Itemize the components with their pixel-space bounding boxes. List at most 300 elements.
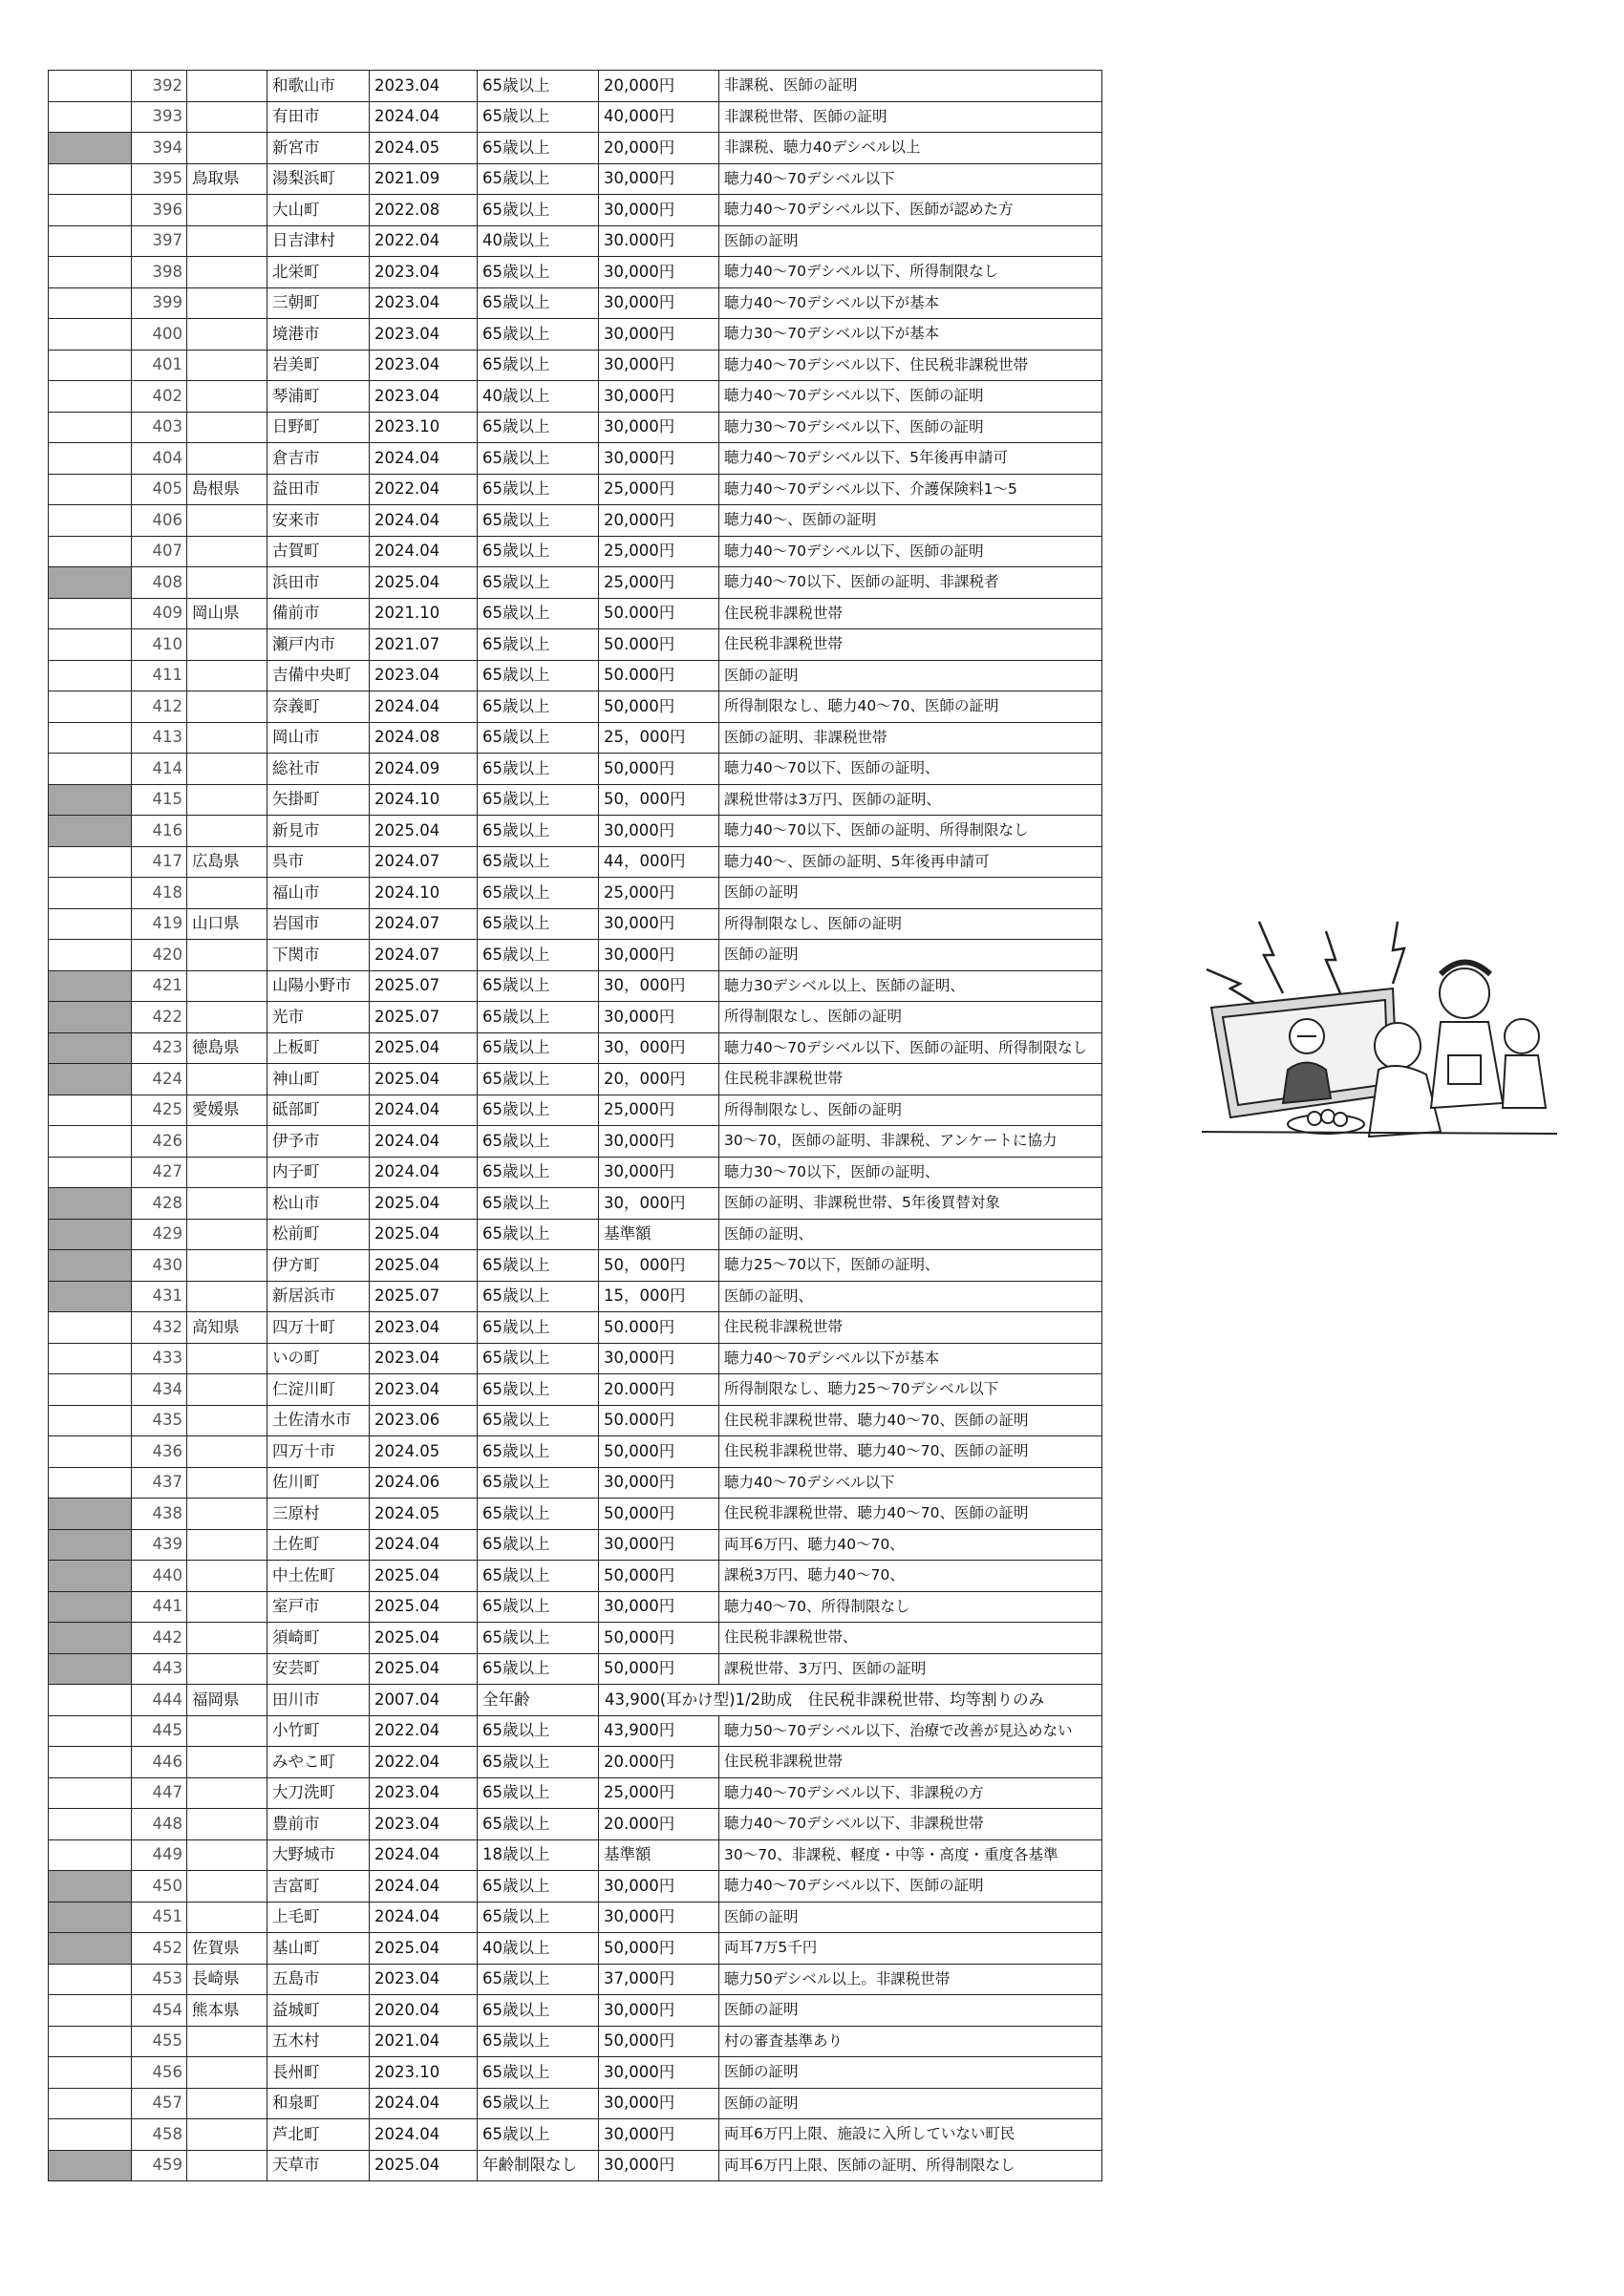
- prefecture-cell: [187, 970, 267, 1002]
- row-marker-cell: [49, 412, 132, 443]
- age-requirement-cell: 65歳以上: [478, 1250, 599, 1282]
- row-number-cell: 441: [132, 1591, 187, 1623]
- row-marker-cell: [49, 225, 132, 257]
- municipality-cell: 湯梨浜町: [267, 163, 370, 195]
- subsidy-amount-cell: 30,000円: [599, 381, 719, 413]
- start-date-cell: 2025.07: [370, 970, 478, 1002]
- prefecture-cell: 鳥取県: [187, 163, 267, 195]
- table-row: [49, 1561, 1102, 1592]
- conditions-cell: 医師の証明、: [719, 1281, 1102, 1312]
- row-marker-cell: [49, 567, 132, 599]
- conditions-cell: 住民税非課税世帯、聴力40～70、医師の証明: [719, 1405, 1102, 1436]
- subsidy-amount-cell: 50，000円: [599, 1250, 719, 1282]
- age-requirement-cell: 65歳以上: [478, 287, 599, 319]
- row-number-cell: 397: [132, 225, 187, 257]
- prefecture-cell: [187, 1219, 267, 1250]
- table-row: [49, 691, 1102, 723]
- start-date-cell: 2024.05: [370, 1436, 478, 1468]
- age-requirement-cell: 65歳以上: [478, 1126, 599, 1158]
- table-row: [49, 1405, 1102, 1436]
- row-marker-cell: [49, 908, 132, 940]
- municipality-cell: 新見市: [267, 816, 370, 847]
- table-row: [49, 2119, 1102, 2151]
- subsidy-amount-cell: 20.000円: [599, 1374, 719, 1406]
- row-number-cell: 419: [132, 908, 187, 940]
- municipality-cell: 有田市: [267, 101, 370, 133]
- table-body: [49, 71, 1102, 2181]
- age-requirement-cell: 65歳以上: [478, 2057, 599, 2089]
- municipality-cell: 日吉津村: [267, 225, 370, 257]
- table-row: [49, 1374, 1102, 1406]
- subsidy-amount-cell: 40,000円: [599, 101, 719, 133]
- row-number-cell: 398: [132, 257, 187, 288]
- subsidy-amount-cell: 30,000円: [599, 163, 719, 195]
- row-number-cell: 406: [132, 505, 187, 537]
- row-marker-cell: [49, 1809, 132, 1840]
- table-row: [49, 71, 1102, 102]
- table-row: [49, 163, 1102, 195]
- start-date-cell: 2024.06: [370, 1467, 478, 1499]
- start-date-cell: 2025.04: [370, 1219, 478, 1250]
- row-marker-cell: [49, 1436, 132, 1468]
- row-number-cell: 410: [132, 629, 187, 661]
- age-requirement-cell: 65歳以上: [478, 846, 599, 878]
- subsidy-amount-cell: 25,000円: [599, 474, 719, 505]
- table-row: [49, 970, 1102, 1002]
- prefecture-cell: [187, 195, 267, 226]
- cartoon-family-tv-illustration: [1202, 903, 1557, 1141]
- prefecture-cell: [187, 816, 267, 847]
- municipality-cell: 田川市: [267, 1685, 370, 1716]
- row-number-cell: 412: [132, 691, 187, 723]
- prefecture-cell: [187, 1499, 267, 1530]
- table-row: [49, 660, 1102, 691]
- prefecture-cell: [187, 287, 267, 319]
- municipality-cell: 大野城市: [267, 1839, 370, 1871]
- conditions-cell: 聴力40～70デシベル以下、医師の証明、所得制限なし: [719, 1032, 1102, 1064]
- table-row: [49, 1995, 1102, 2027]
- municipality-cell: 須崎町: [267, 1623, 370, 1654]
- row-number-cell: 426: [132, 1126, 187, 1158]
- start-date-cell: 2024.04: [370, 505, 478, 537]
- municipality-cell: 岡山市: [267, 722, 370, 754]
- table-row: [49, 1126, 1102, 1158]
- row-marker-cell: [49, 846, 132, 878]
- start-date-cell: 2023.04: [370, 1374, 478, 1406]
- table-row: [49, 1250, 1102, 1282]
- age-requirement-cell: 65歳以上: [478, 1405, 599, 1436]
- subsidy-amount-cell: 20,000円: [599, 133, 719, 164]
- municipality-cell: 佐川町: [267, 1467, 370, 1499]
- table-row: [49, 381, 1102, 413]
- row-number-cell: 402: [132, 381, 187, 413]
- municipality-cell: 伊予市: [267, 1126, 370, 1158]
- prefecture-cell: [187, 443, 267, 475]
- table-row: [49, 1964, 1102, 1995]
- conditions-cell: 所得制限なし、医師の証明: [719, 1095, 1102, 1126]
- conditions-cell: 住民税非課税世帯: [719, 1747, 1102, 1778]
- conditions-cell: 聴力50～70デシベル以下、治療で改善が見込めない: [719, 1715, 1102, 1747]
- subsidy-amount-cell: 30.000円: [599, 225, 719, 257]
- conditions-cell: 両耳7万5千円: [719, 1933, 1102, 1965]
- prefecture-cell: 愛媛県: [187, 1095, 267, 1126]
- age-requirement-cell: 65歳以上: [478, 163, 599, 195]
- prefecture-cell: [187, 1126, 267, 1158]
- start-date-cell: 2024.04: [370, 536, 478, 567]
- table-row: [49, 1653, 1102, 1685]
- prefecture-cell: [187, 1343, 267, 1374]
- table-row: [49, 2026, 1102, 2057]
- row-number-cell: 409: [132, 598, 187, 629]
- age-requirement-cell: 65歳以上: [478, 660, 599, 691]
- subsidy-amount-cell: 30,000円: [599, 2119, 719, 2151]
- municipality-cell: 上毛町: [267, 1902, 370, 1933]
- start-date-cell: 2024.05: [370, 1499, 478, 1530]
- table-row: [49, 878, 1102, 909]
- municipality-cell: 天草市: [267, 2150, 370, 2181]
- row-marker-cell: [49, 816, 132, 847]
- start-date-cell: 2024.04: [370, 443, 478, 475]
- age-requirement-cell: 65歳以上: [478, 101, 599, 133]
- subsidy-amount-cell: 37,000円: [599, 1964, 719, 1995]
- start-date-cell: 2023.04: [370, 257, 478, 288]
- row-marker-cell: [49, 940, 132, 971]
- prefecture-cell: [187, 878, 267, 909]
- subsidy-amount-cell: 50,000円: [599, 1436, 719, 1468]
- row-marker-cell: [49, 536, 132, 567]
- table-row: [49, 1467, 1102, 1499]
- table-row: [49, 1839, 1102, 1871]
- row-marker-cell: [49, 1591, 132, 1623]
- table-row: [49, 2088, 1102, 2119]
- table-row: [49, 1064, 1102, 1095]
- age-requirement-cell: 65歳以上: [478, 908, 599, 940]
- conditions-cell: 30～70、非課税、軽度・中等・高度・重度各基準: [719, 1839, 1102, 1871]
- table-row: [49, 1499, 1102, 1530]
- row-marker-cell: [49, 2057, 132, 2089]
- prefecture-cell: [187, 1871, 267, 1903]
- prefecture-cell: [187, 1281, 267, 1312]
- table-row: [49, 754, 1102, 785]
- prefecture-cell: [187, 101, 267, 133]
- municipality-cell: みやこ町: [267, 1747, 370, 1778]
- prefecture-cell: [187, 567, 267, 599]
- conditions-cell: 聴力40～、医師の証明、5年後再申請可: [719, 846, 1102, 878]
- row-marker-cell: [49, 598, 132, 629]
- row-number-cell: 396: [132, 195, 187, 226]
- row-number-cell: 453: [132, 1964, 187, 1995]
- subsidy-amount-cell: 50，000円: [599, 784, 719, 816]
- subsidy-amount-cell: 25,000円: [599, 567, 719, 599]
- row-number-cell: 431: [132, 1281, 187, 1312]
- conditions-cell: 非課税世帯、医師の証明: [719, 101, 1102, 133]
- start-date-cell: 2007.04: [370, 1685, 478, 1716]
- municipality-cell: 新宮市: [267, 133, 370, 164]
- municipality-cell: 長州町: [267, 2057, 370, 2089]
- start-date-cell: 2023.10: [370, 2057, 478, 2089]
- row-number-cell: 404: [132, 443, 187, 475]
- subsidy-amount-cell: 25,000円: [599, 1095, 719, 1126]
- row-marker-cell: [49, 722, 132, 754]
- prefecture-cell: 広島県: [187, 846, 267, 878]
- subsidy-amount-cell: 25,000円: [599, 536, 719, 567]
- age-requirement-cell: 65歳以上: [478, 1002, 599, 1033]
- row-marker-cell: [49, 1188, 132, 1220]
- start-date-cell: 2024.04: [370, 101, 478, 133]
- row-number-cell: 429: [132, 1219, 187, 1250]
- subsidy-amount-cell: 20,000円: [599, 505, 719, 537]
- start-date-cell: 2021.04: [370, 2026, 478, 2057]
- start-date-cell: 2025.04: [370, 1032, 478, 1064]
- municipality-cell: 四万十町: [267, 1312, 370, 1344]
- age-requirement-cell: 65歳以上: [478, 722, 599, 754]
- municipality-cell: 古賀町: [267, 536, 370, 567]
- prefecture-cell: [187, 412, 267, 443]
- row-number-cell: 434: [132, 1374, 187, 1406]
- row-number-cell: 443: [132, 1653, 187, 1685]
- age-requirement-cell: 40歳以上: [478, 1933, 599, 1965]
- subsidy-amount-cell: 30,000円: [599, 1871, 719, 1903]
- municipality-cell: 神山町: [267, 1064, 370, 1095]
- conditions-cell: 聴力40～70デシベル以下: [719, 163, 1102, 195]
- row-number-cell: 451: [132, 1902, 187, 1933]
- prefecture-cell: [187, 660, 267, 691]
- prefecture-cell: [187, 1250, 267, 1282]
- municipality-cell: 瀬戸内市: [267, 629, 370, 661]
- prefecture-cell: [187, 257, 267, 288]
- municipality-cell: 和歌山市: [267, 71, 370, 102]
- age-requirement-cell: 65歳以上: [478, 412, 599, 443]
- municipality-cell: 室戸市: [267, 1591, 370, 1623]
- age-requirement-cell: 65歳以上: [478, 940, 599, 971]
- conditions-cell: 住民税非課税世帯: [719, 1064, 1102, 1095]
- subsidy-amount-cell: 15，000円: [599, 1281, 719, 1312]
- subsidy-amount-cell: 30,000円: [599, 1995, 719, 2027]
- start-date-cell: 2024.10: [370, 784, 478, 816]
- subsidy-amount-cell: 30,000円: [599, 2088, 719, 2119]
- age-requirement-cell: 65歳以上: [478, 1188, 599, 1220]
- municipality-cell: 境港市: [267, 319, 370, 351]
- table-row: [49, 1591, 1102, 1623]
- row-number-cell: 395: [132, 163, 187, 195]
- municipality-cell: 伊方町: [267, 1250, 370, 1282]
- municipality-cell: 土佐清水市: [267, 1405, 370, 1436]
- conditions-cell: 聴力40～70デシベル以下、医師が認めた方: [719, 195, 1102, 226]
- municipality-cell: 下関市: [267, 940, 370, 971]
- prefecture-cell: [187, 1902, 267, 1933]
- prefecture-cell: [187, 1591, 267, 1623]
- prefecture-cell: [187, 1809, 267, 1840]
- start-date-cell: 2022.04: [370, 474, 478, 505]
- row-marker-cell: [49, 71, 132, 102]
- row-marker-cell: [49, 443, 132, 475]
- row-number-cell: 423: [132, 1032, 187, 1064]
- start-date-cell: 2025.04: [370, 1188, 478, 1220]
- age-requirement-cell: 65歳以上: [478, 598, 599, 629]
- prefecture-cell: [187, 1374, 267, 1406]
- subsidy-amount-cell: 44，000円: [599, 846, 719, 878]
- table-row: [49, 1032, 1102, 1064]
- row-number-cell: 452: [132, 1933, 187, 1965]
- prefecture-cell: [187, 133, 267, 164]
- age-requirement-cell: 65歳以上: [478, 816, 599, 847]
- conditions-cell: 医師の証明: [719, 1902, 1102, 1933]
- municipality-cell: 福山市: [267, 878, 370, 909]
- row-number-cell: 435: [132, 1405, 187, 1436]
- start-date-cell: 2022.04: [370, 1715, 478, 1747]
- municipality-cell: 奈義町: [267, 691, 370, 723]
- conditions-cell: 医師の証明: [719, 2057, 1102, 2089]
- municipality-cell: 五木村: [267, 2026, 370, 2057]
- municipality-cell: 大刀洗町: [267, 1777, 370, 1809]
- conditions-cell: 医師の証明: [719, 1995, 1102, 2027]
- prefecture-cell: 福岡県: [187, 1685, 267, 1716]
- conditions-cell: 聴力40～、医師の証明: [719, 505, 1102, 537]
- row-number-cell: 424: [132, 1064, 187, 1095]
- conditions-cell: 聴力40～70以下、医師の証明、非課税者: [719, 567, 1102, 599]
- row-marker-cell: [49, 1685, 132, 1716]
- table-row: [49, 1281, 1102, 1312]
- subsidy-amount-cell: 43,900円: [599, 1715, 719, 1747]
- conditions-cell: 医師の証明、: [719, 1219, 1102, 1250]
- municipality-cell: 内子町: [267, 1157, 370, 1188]
- row-marker-cell: [49, 1623, 132, 1654]
- prefecture-cell: [187, 381, 267, 413]
- prefecture-cell: [187, 1467, 267, 1499]
- age-requirement-cell: 65歳以上: [478, 691, 599, 723]
- age-requirement-cell: 40歳以上: [478, 381, 599, 413]
- age-requirement-cell: 65歳以上: [478, 71, 599, 102]
- prefecture-cell: [187, 2026, 267, 2057]
- subsidy-amount-cell: 30，000円: [599, 1188, 719, 1220]
- age-requirement-cell: 65歳以上: [478, 319, 599, 351]
- row-number-cell: 400: [132, 319, 187, 351]
- conditions-cell: 課税3万円、聴力40～70、: [719, 1561, 1102, 1592]
- row-number-cell: 447: [132, 1777, 187, 1809]
- table-row: [49, 225, 1102, 257]
- prefecture-cell: [187, 754, 267, 785]
- subsidy-amount-cell: 30,000円: [599, 2057, 719, 2089]
- table-row: [49, 133, 1102, 164]
- conditions-cell: 聴力40～70デシベル以下、所得制限なし: [719, 257, 1102, 288]
- row-number-cell: 399: [132, 287, 187, 319]
- start-date-cell: 2020.04: [370, 1995, 478, 2027]
- municipality-cell: 三原村: [267, 1499, 370, 1530]
- conditions-cell: 住民税非課税世帯、聴力40～70、医師の証明: [719, 1436, 1102, 1468]
- subsidy-amount-cell: 30,000円: [599, 195, 719, 226]
- start-date-cell: 2024.07: [370, 846, 478, 878]
- conditions-cell: 聴力30～70デシベル以下が基本: [719, 319, 1102, 351]
- municipality-cell: 三朝町: [267, 287, 370, 319]
- row-number-cell: 454: [132, 1995, 187, 2027]
- prefecture-cell: [187, 71, 267, 102]
- age-requirement-cell: 65歳以上: [478, 350, 599, 381]
- table-row: [49, 1188, 1102, 1220]
- prefecture-cell: [187, 350, 267, 381]
- age-requirement-cell: 65歳以上: [478, 1561, 599, 1592]
- age-requirement-cell: 65歳以上: [478, 754, 599, 785]
- municipality-cell: 仁淀川町: [267, 1374, 370, 1406]
- table-row: [49, 1095, 1102, 1126]
- prefecture-cell: [187, 1436, 267, 1468]
- conditions-cell: 村の審査基準あり: [719, 2026, 1102, 2057]
- prefecture-cell: [187, 225, 267, 257]
- table-row: [49, 257, 1102, 288]
- subsidy-amount-cell: 30,000円: [599, 412, 719, 443]
- start-date-cell: 2024.04: [370, 1095, 478, 1126]
- start-date-cell: 2025.04: [370, 1064, 478, 1095]
- start-date-cell: 2023.04: [370, 1777, 478, 1809]
- table-row: [49, 319, 1102, 351]
- age-requirement-cell: 65歳以上: [478, 474, 599, 505]
- row-marker-cell: [49, 1747, 132, 1778]
- conditions-cell: 聴力40～70デシベル以下、非課税世帯: [719, 1809, 1102, 1840]
- start-date-cell: 2024.04: [370, 1529, 478, 1561]
- subsidy-amount-cell: 25,000円: [599, 1777, 719, 1809]
- start-date-cell: 2024.04: [370, 2119, 478, 2151]
- table-row: [49, 908, 1102, 940]
- row-number-cell: 405: [132, 474, 187, 505]
- row-marker-cell: [49, 163, 132, 195]
- prefecture-cell: [187, 319, 267, 351]
- subsidy-amount-cell: 50.000円: [599, 629, 719, 661]
- conditions-cell: 医師の証明: [719, 225, 1102, 257]
- row-marker-cell: [49, 1933, 132, 1965]
- prefecture-cell: [187, 691, 267, 723]
- row-marker-cell: [49, 1095, 132, 1126]
- conditions-cell: 聴力40～70デシベル以下、医師の証明: [719, 381, 1102, 413]
- prefecture-cell: 島根県: [187, 474, 267, 505]
- age-requirement-cell: 65歳以上: [478, 1747, 599, 1778]
- row-marker-cell: [49, 1157, 132, 1188]
- table-row: [49, 1219, 1102, 1250]
- municipality-cell: 砥部町: [267, 1095, 370, 1126]
- conditions-cell: 所得制限なし、医師の証明: [719, 908, 1102, 940]
- table-row: [49, 1715, 1102, 1747]
- subsidy-amount-cell: 50,000円: [599, 754, 719, 785]
- start-date-cell: 2025.07: [370, 1281, 478, 1312]
- subsidy-amount-cell: 50,000円: [599, 1623, 719, 1654]
- age-requirement-cell: 65歳以上: [478, 257, 599, 288]
- row-number-cell: 408: [132, 567, 187, 599]
- row-marker-cell: [49, 1715, 132, 1747]
- row-marker-cell: [49, 660, 132, 691]
- row-number-cell: 415: [132, 784, 187, 816]
- prefecture-cell: [187, 1623, 267, 1654]
- conditions-cell: 非課税、聴力40デシベル以上: [719, 133, 1102, 164]
- prefecture-cell: [187, 1747, 267, 1778]
- table-row: [49, 1343, 1102, 1374]
- row-number-cell: 417: [132, 846, 187, 878]
- row-number-cell: 394: [132, 133, 187, 164]
- conditions-cell: 聴力30～70以下，医師の証明、: [719, 1157, 1102, 1188]
- start-date-cell: 2024.09: [370, 754, 478, 785]
- table-row: [49, 1902, 1102, 1933]
- row-number-cell: 449: [132, 1839, 187, 1871]
- municipality-cell: 豊前市: [267, 1809, 370, 1840]
- conditions-cell: 聴力25～70以下，医師の証明、: [719, 1250, 1102, 1282]
- conditions-cell: 住民税非課税世帯: [719, 598, 1102, 629]
- row-number-cell: 411: [132, 660, 187, 691]
- row-number-cell: 439: [132, 1529, 187, 1561]
- start-date-cell: 2024.04: [370, 2088, 478, 2119]
- row-marker-cell: [49, 1777, 132, 1809]
- conditions-cell: 医師の証明: [719, 878, 1102, 909]
- age-requirement-cell: 65歳以上: [478, 1995, 599, 2027]
- row-number-cell: 430: [132, 1250, 187, 1282]
- start-date-cell: 2024.05: [370, 133, 478, 164]
- start-date-cell: 2022.08: [370, 195, 478, 226]
